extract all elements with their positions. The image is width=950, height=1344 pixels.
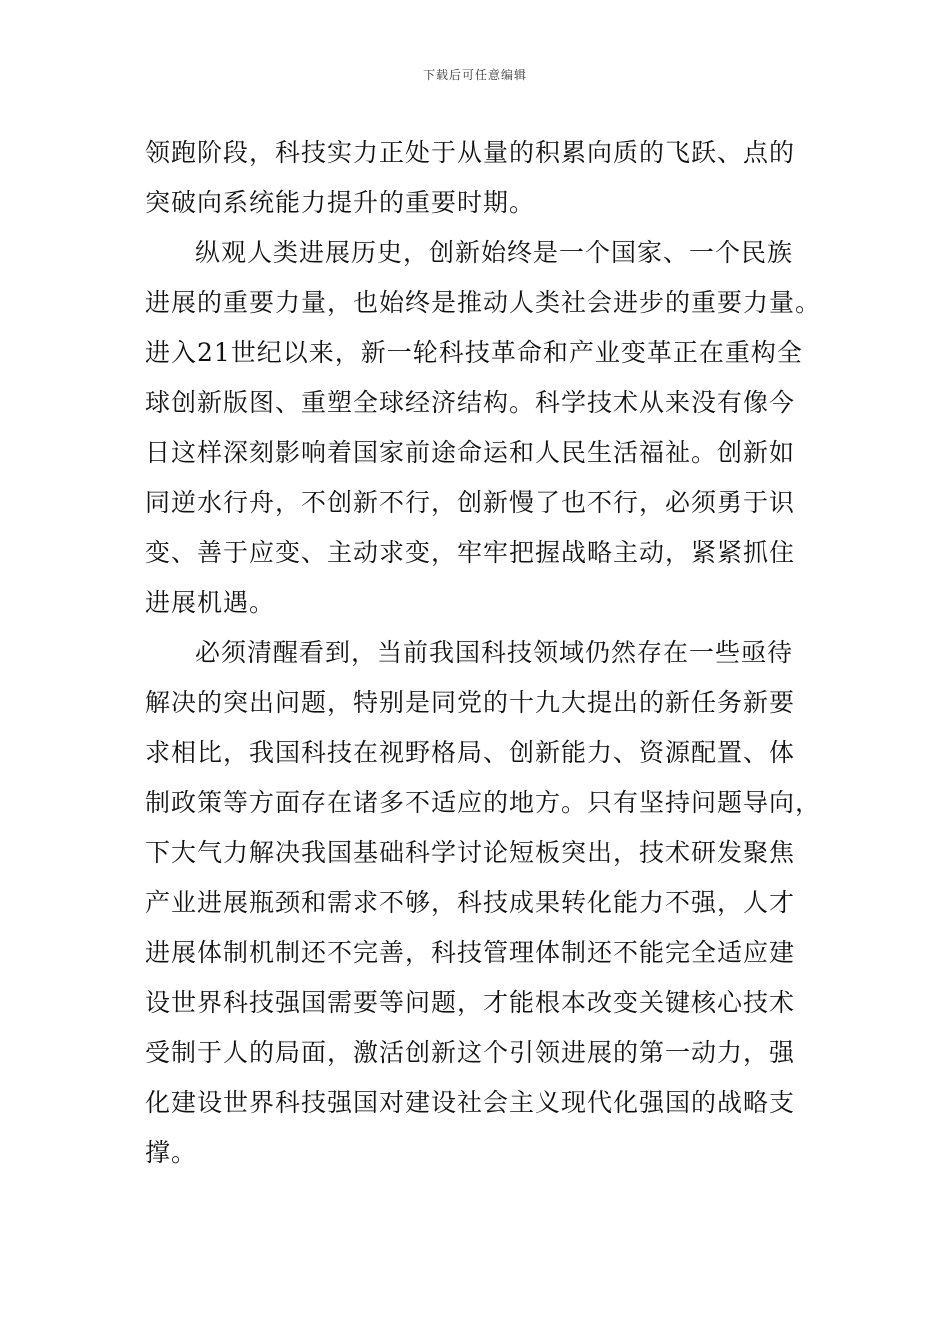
text-line: 下大气力解决我国基础科学讨论短板突出，技术研发聚焦 [145, 838, 796, 867]
header-note: 下载后可任意编辑 [422, 68, 527, 82]
text-line: 突破向系统能力提升的重要时期。 [145, 188, 536, 217]
text-line: 受制于人的局面，激活创新这个引领进展的第一动力，强 [145, 1038, 796, 1067]
paragraph-3 [145, 628, 822, 1178]
text-line: 进入21世纪以来，新一轮科技革命和产业变革正在重构全 [145, 338, 803, 367]
text-line: 产业进展瓶颈和需求不够，科技成果转化能力不强，人才 [145, 888, 796, 917]
text-line: 制政策等方面存在诸多不适应的地方。只有坚持问题导向， [145, 788, 822, 817]
text-line: 化建设世界科技强国对建设社会主义现代化强国的战略支 [145, 1088, 796, 1117]
text-line: 求相比，我国科技在视野格局、创新能力、资源配置、体 [145, 738, 796, 767]
text-line: 进展机遇。 [145, 588, 276, 617]
text-line: 解决的突出问题，特别是同党的十九大提出的新任务新要 [145, 688, 796, 717]
text-line: 日这样深刻影响着国家前途命运和人民生活福祉。创新如 [145, 438, 796, 467]
text-line: 必须清醒看到，当前我国科技领域仍然存在一些亟待 [195, 638, 794, 667]
text-line: 领跑阶段，科技实力正处于从量的积累向质的飞跃、点的 [145, 138, 796, 167]
text-line: 球创新版图、重塑全球经济结构。科学技术从来没有像今 [145, 388, 796, 417]
text-line: 撑。 [145, 1138, 198, 1167]
text-line: 纵观人类进展历史，创新始终是一个国家、一个民族 [195, 238, 794, 267]
text-line: 进展体制机制还不完善，科技管理体制还不能完全适应建 [145, 938, 796, 967]
paragraph-2 [145, 228, 822, 628]
text-line: 设世界科技强国需要等问题，才能根本改变关键核心技术 [145, 988, 796, 1017]
text-line: 进展的重要力量，也始终是推动人类社会进步的重要力量。 [145, 288, 822, 317]
body-text [145, 128, 822, 1178]
text-line: 变、善于应变、主动求变，牢牢把握战略主动，紧紧抓住 [145, 538, 796, 567]
text-line: 同逆水行舟，不创新不行，创新慢了也不行，必须勇于识 [145, 488, 796, 517]
paragraph-1 [145, 128, 805, 228]
